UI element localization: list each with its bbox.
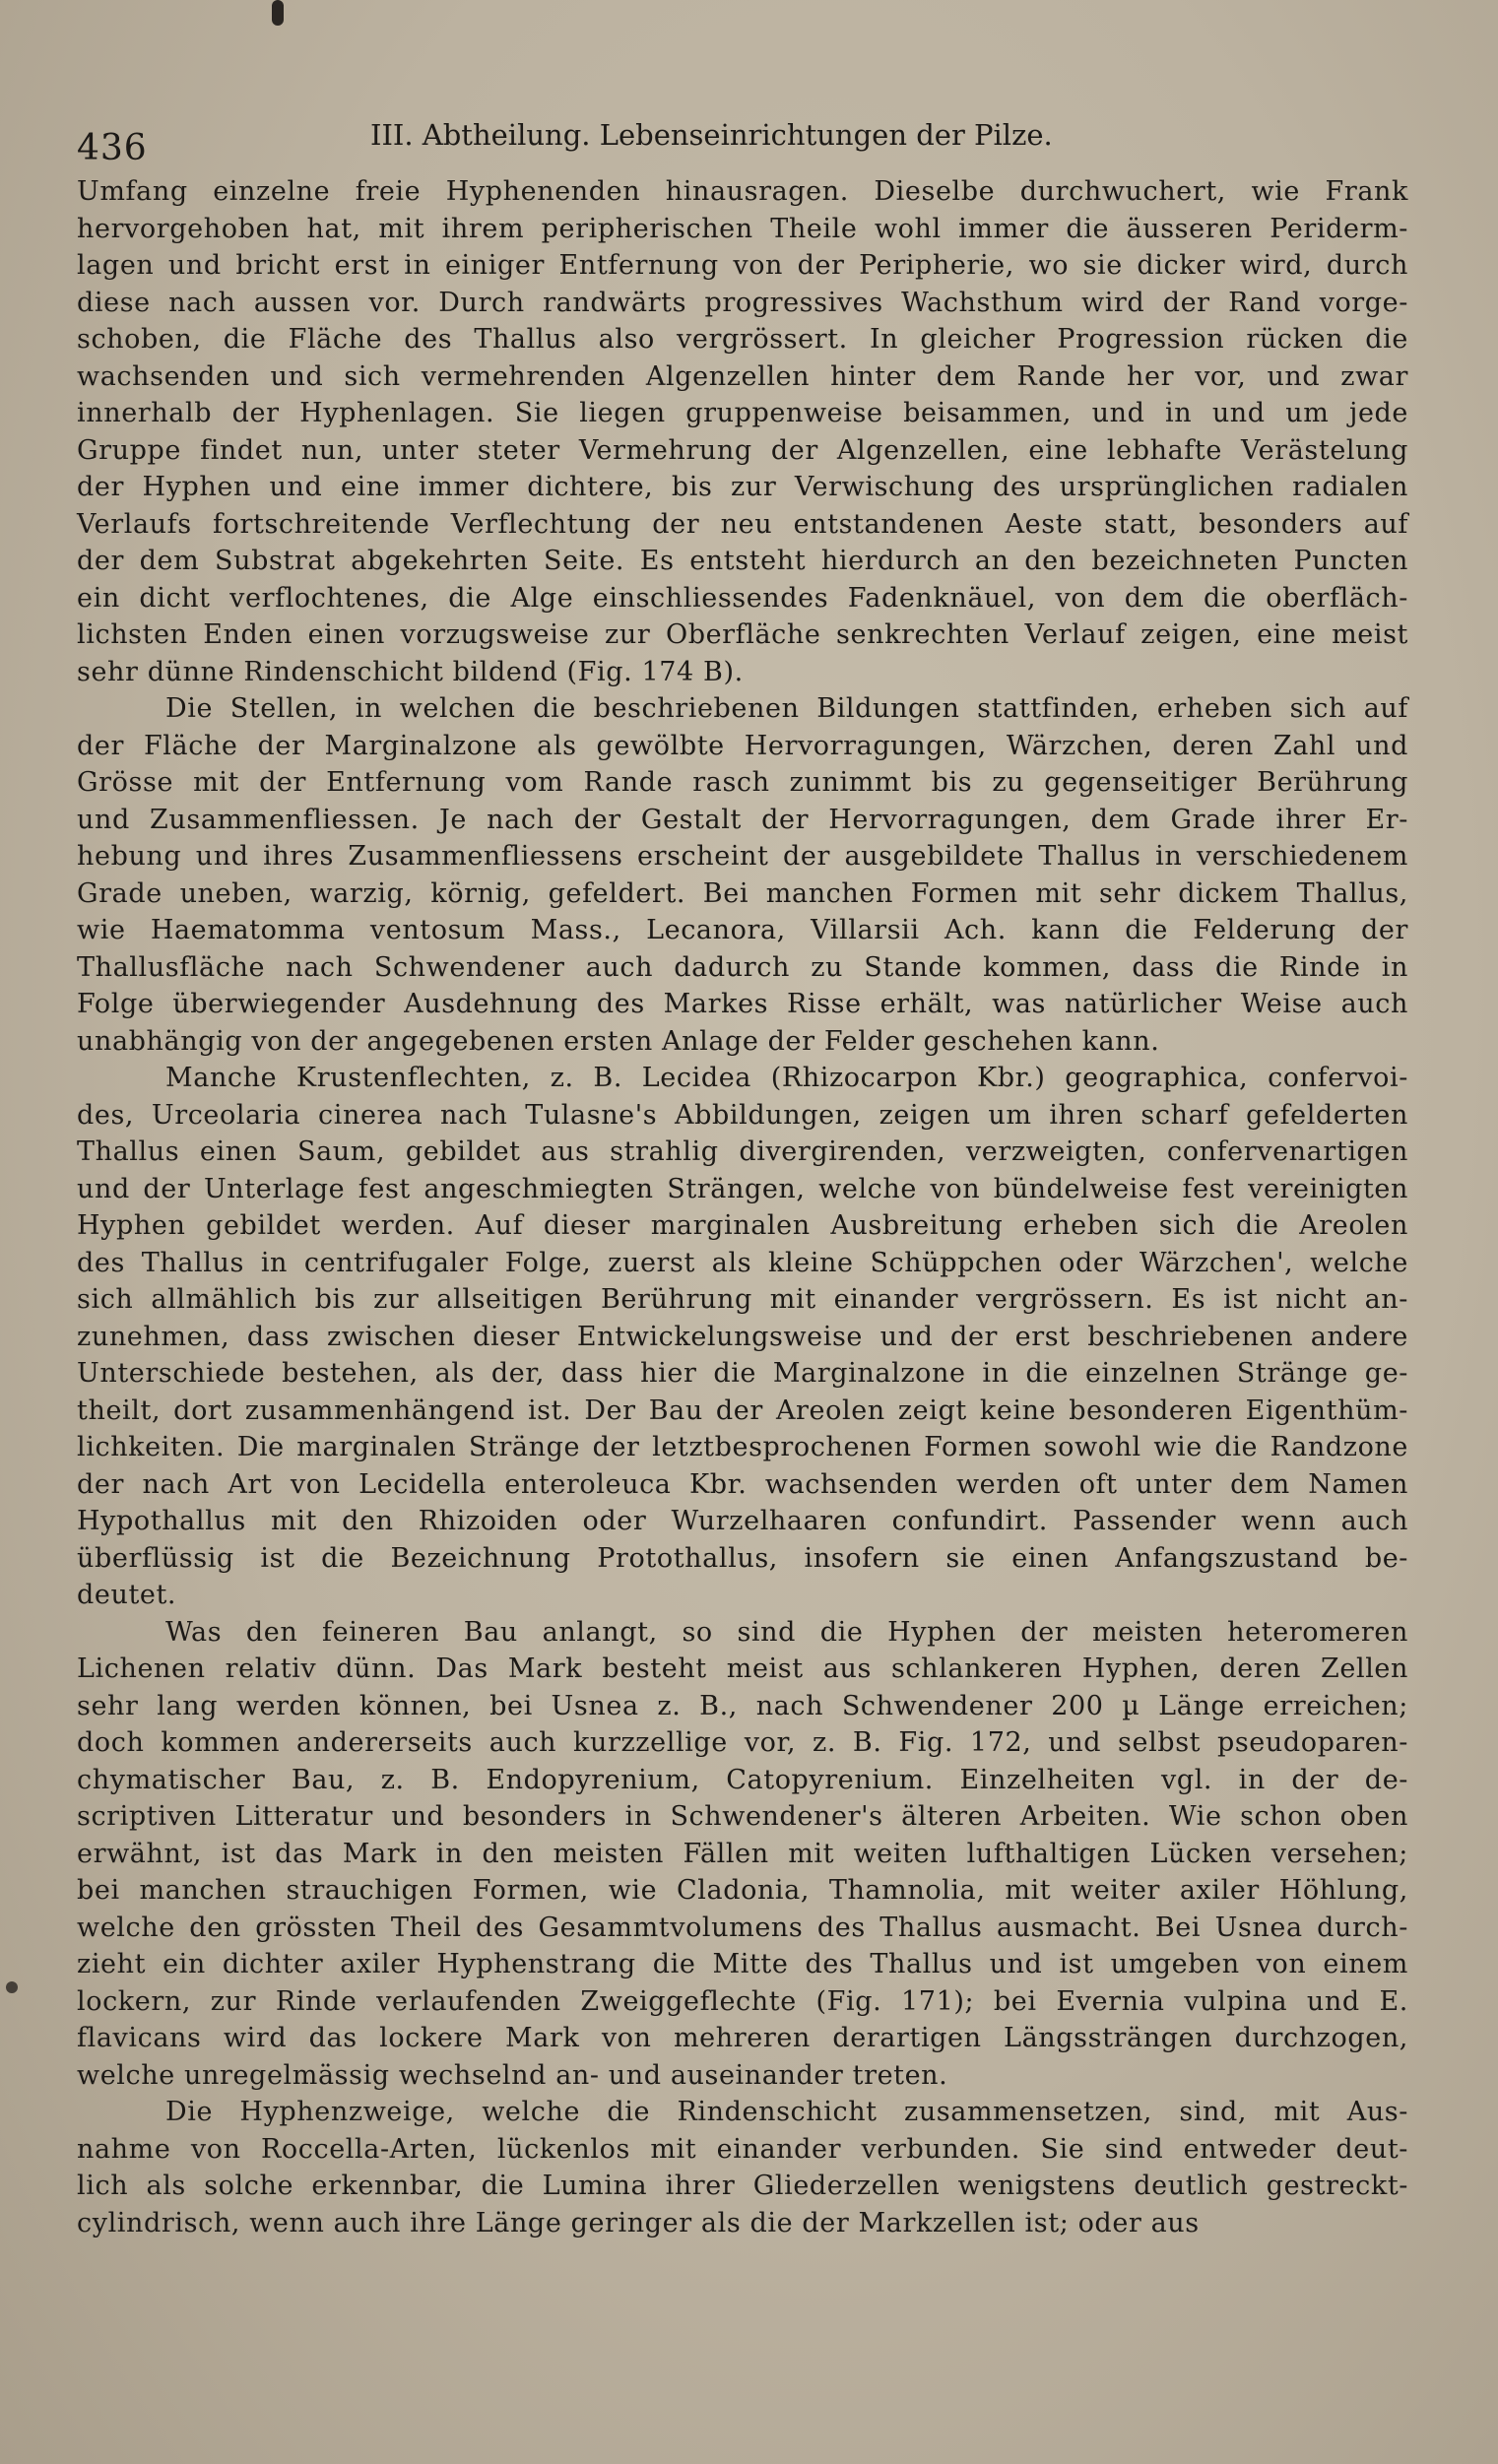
- text-line: Grösse mit der Entfernung vom Rande rasch zunimmt bis zu gegenseitiger Berührung: [77, 767, 1408, 798]
- paragraph: [77, 1060, 1408, 1614]
- text-line: welche den grössten Theil des Gesammtvolumens des Thallus ausmacht. Bei Usnea durch-: [77, 1912, 1408, 1943]
- page-number: 436: [77, 128, 148, 168]
- text-line: Umfang einzelne freie Hyphenenden hinausragen. Dieselbe durchwuchert, wie Frank: [77, 176, 1408, 207]
- running-title: III. Abtheilung. Lebenseinrichtungen der Pilze.: [370, 118, 1053, 152]
- text-line: bei manchen strauchigen Formen, wie Cladonia, Thamnolia, mit weiter axiler Höhlung,: [77, 1875, 1408, 1906]
- text-line: zunehmen, dass zwischen dieser Entwickelungsweise und der erst beschriebenen andere: [77, 1321, 1408, 1352]
- text-line: wachsenden und sich vermehrenden Algenzellen hinter dem Rande her vor, und zwar: [77, 360, 1408, 392]
- text-line: chymatischer Bau, z. B. Endopyrenium, Catopyrenium. Einzelheiten vgl. in der de-: [77, 1764, 1408, 1795]
- text-line: doch kommen andererseits auch kurzzellige vor, z. B. Fig. 172, und selbst pseudoparen-: [77, 1727, 1408, 1758]
- text-line: unabhängig von der angegebenen ersten Anlage der Felder geschehen kann.: [77, 1025, 1160, 1057]
- text-line: und der Unterlage fest angeschmiegten Strängen, welche von bündelweise fest vereinigten: [77, 1173, 1408, 1204]
- paragraph: [77, 1614, 1408, 2095]
- text-line: der Fläche der Marginalzone als gewölbte Hervorragungen, Wärzchen, deren Zahl und: [77, 730, 1408, 761]
- text-line: der Hyphen und eine immer dichtere, bis zur Verwischung des ursprünglichen radialen: [77, 472, 1408, 502]
- text-line: lichsten Enden einen vorzugsweise zur Oberfläche senkrechten Verlauf zeigen, eine meist: [77, 619, 1408, 650]
- text-line: Manche Krustenflechten, z. B. Lecidea (Rhizocarpon Kbr.) geographica, confervoi-: [165, 1063, 1408, 1093]
- body-text: [77, 173, 1408, 2241]
- text-line: und Zusammenfliessen. Je nach der Gestalt der Hervorragungen, dem Grade ihrer Er-: [77, 804, 1408, 835]
- text-line: Grade uneben, warzig, körnig, gefeldert. Bei manchen Formen mit sehr dickem Thallus,: [77, 877, 1408, 909]
- text-line: innerhalb der Hyphenlagen. Sie liegen gruppenweise beisammen, und in und um jede: [77, 398, 1408, 428]
- text-line: cylindrisch, wenn auch ihre Länge geringer als die der Markzellen ist; oder aus: [77, 2207, 1200, 2238]
- text-line: welche unregelmässig wechselnd an- und auseinander treten.: [77, 2059, 948, 2091]
- text-line: des Thallus in centrifugaler Folge, zuerst als kleine Schüppchen oder Wärzchen', welche: [77, 1247, 1408, 1278]
- text-line: Gruppe findet nun, unter steter Vermehrung der Algenzellen, eine lebhafte Verästelung: [77, 434, 1408, 466]
- paragraph: [77, 173, 1408, 690]
- text-line: ein dicht verflochtenes, die Alge einschliessendes Fadenknäuel, von dem die oberfläch-: [77, 582, 1408, 614]
- text-line: sehr dünne Rindenschicht bildend (Fig. 174 B).: [77, 656, 744, 687]
- text-line: lich als solche erkennbar, die Lumina ihrer Gliederzellen wenigstens deutlich gestreckt-: [77, 2171, 1408, 2201]
- text-line: Hyphen gebildet werden. Auf dieser marginalen Ausbreitung erheben sich die Areolen: [77, 1210, 1408, 1241]
- text-line: Die Stellen, in welchen die beschriebenen Bildungen stattfinden, erheben sich auf: [165, 693, 1408, 724]
- text-line: des, Urceolaria cinerea nach Tulasne's Abbildungen, zeigen um ihren scharf gefelderten: [77, 1099, 1408, 1131]
- text-line: der dem Substrat abgekehrten Seite. Es entsteht hierdurch an den bezeichneten Puncten: [77, 546, 1408, 576]
- text-line: der nach Art von Lecidella enteroleuca Kbr. wachsenden werden oft unter dem Namen: [77, 1468, 1408, 1500]
- text-line: nahme von Roccella-Arten, lückenlos mit einander verbunden. Sie sind entweder deut-: [77, 2133, 1408, 2165]
- text-line: Thallusfläche nach Schwendener auch dadurch zu Stande kommen, dass die Rinde in: [77, 951, 1408, 983]
- text-line: flavicans wird das lockere Mark von mehreren derartigen Längssträngen durchzogen,: [77, 2023, 1408, 2053]
- text-line: diese nach aussen vor. Durch randwärts progressives Wachsthum wird der Rand vorge-: [77, 287, 1408, 318]
- text-line: deutet.: [77, 1580, 177, 1610]
- text-line: theilt, dort zusammenhängend ist. Der Bau der Areolen zeigt keine besonderen Eigenthüm-: [77, 1394, 1408, 1426]
- text-line: schoben, die Fläche des Thallus also vergrössert. In gleicher Progression rücken die: [77, 324, 1408, 355]
- text-line: lichkeiten. Die marginalen Stränge der letztbesprochenen Formen sowohl wie die Randzone: [77, 1432, 1408, 1462]
- text-line: sich allmählich bis zur allseitigen Berührung mit einander vergrössern. Es ist nicht an-: [77, 1284, 1408, 1315]
- text-line: Verlaufs fortschreitende Verflechtung der neu entstandenen Aeste statt, besonders auf: [77, 508, 1408, 540]
- text-line: hebung und ihres Zusammenfliessens erscheint der ausgebildete Thallus in verschiedenem: [77, 841, 1408, 872]
- text-line: überflüssig ist die Bezeichnung Protothallus, insofern sie einen Anfangszustand be-: [77, 1542, 1408, 1574]
- text-line: erwähnt, ist das Mark in den meisten Fällen mit weiten lufthaltigen Lücken versehen;: [77, 1838, 1408, 1869]
- text-line: Thallus einen Saum, gebildet aus strahlig divergirenden, verzweigten, confervenartigen: [77, 1136, 1408, 1167]
- text-line: hervorgehoben hat, mit ihrem peripherischen Theile wohl immer die äusseren Periderm-: [77, 213, 1408, 244]
- text-line: sehr lang werden können, bei Usnea z. B., nach Schwendener 200 µ Länge erreichen;: [77, 1690, 1408, 1721]
- text-line: scriptiven Litteratur und besonders in Schwendener's älteren Arbeiten. Wie schon oben: [77, 1801, 1408, 1832]
- text-line: Die Hyphenzweige, welche die Rindenschicht zusammensetzen, sind, mit Aus-: [165, 2097, 1408, 2127]
- running-head: [77, 114, 1427, 173]
- text-line: Lichenen relativ dünn. Das Mark besteht meist aus schlankeren Hyphen, deren Zellen: [77, 1653, 1408, 1684]
- text-line: lagen und bricht erst in einiger Entfernung von der Peripherie, wo sie dicker wird, durch: [77, 250, 1408, 281]
- text-line: Was den feineren Bau anlangt, so sind die Hyphen der meisten heteromeren: [165, 1616, 1408, 1648]
- text-line: lockern, zur Rinde verlaufenden Zweiggeflechte (Fig. 171); bei Evernia vulpina und E.: [77, 1985, 1408, 2017]
- text-line: Hypothallus mit den Rhizoiden oder Wurzelhaaren confundirt. Passender wenn auch: [77, 1506, 1408, 1536]
- paragraph: [77, 2094, 1408, 2241]
- text-line: Folge überwiegender Ausdehnung des Markes Risse erhält, was natürlicher Weise auch: [77, 989, 1408, 1019]
- text-line: zieht ein dichter axiler Hyphenstrang die Mitte des Thallus und ist umgeben von einem: [77, 1949, 1408, 1979]
- paragraph: [77, 690, 1408, 1060]
- text-line: wie Haematomma ventosum Mass., Lecanora, Villarsii Ach. kann die Felderung der: [77, 915, 1408, 945]
- text-line: Unterschiede bestehen, als der, dass hier die Marginalzone in die einzelnen Stränge ge-: [77, 1358, 1408, 1389]
